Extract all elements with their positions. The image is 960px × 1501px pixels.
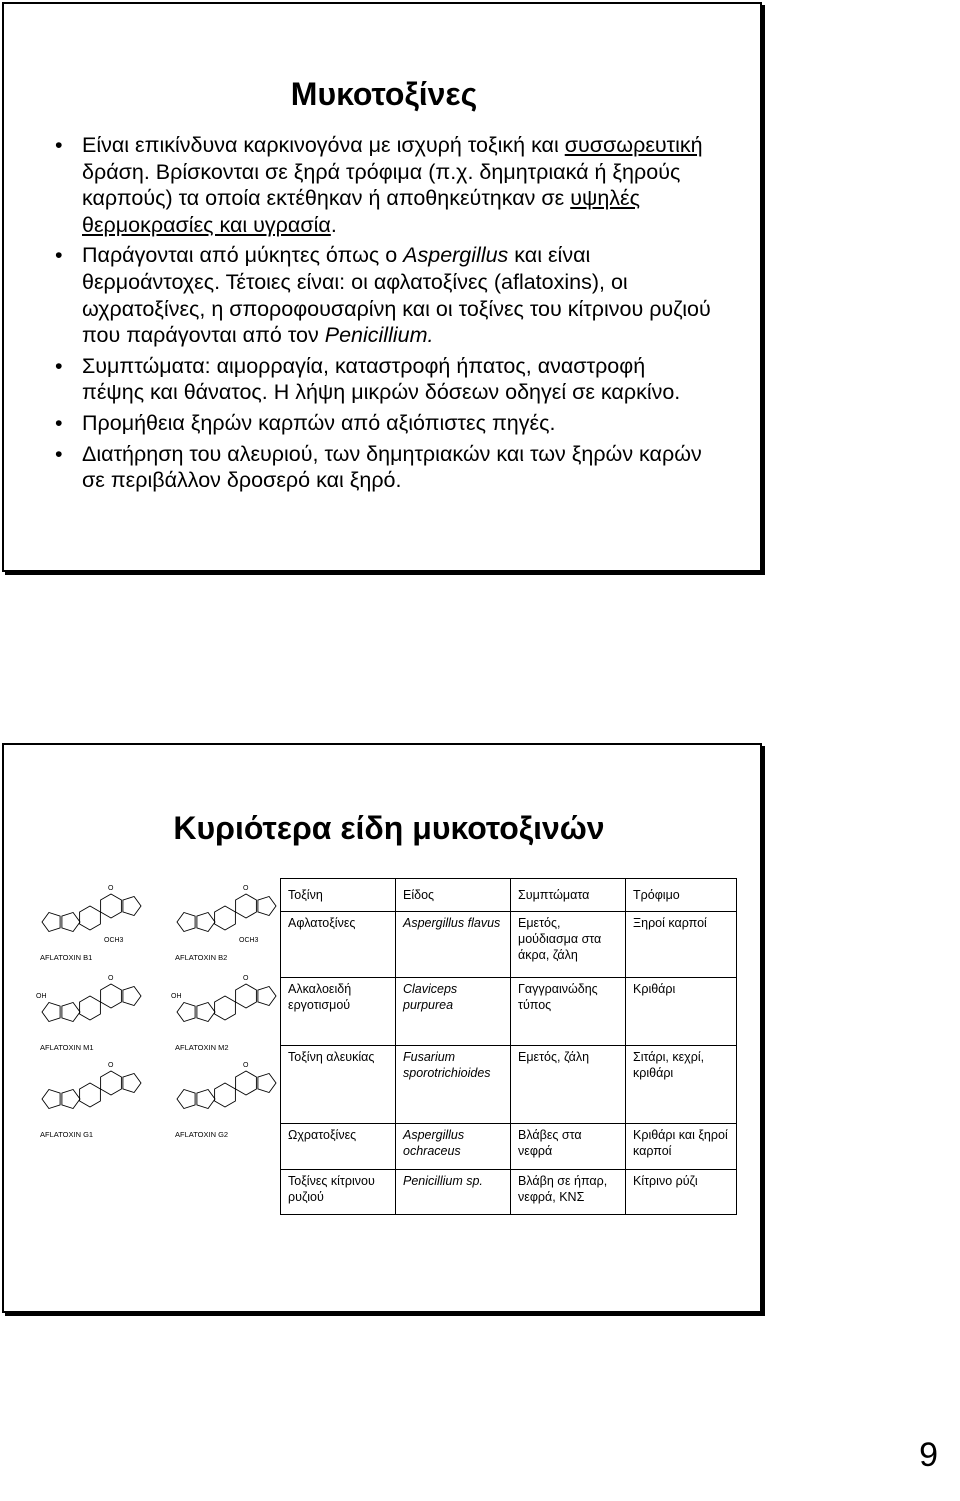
slide-2	[2, 743, 762, 1313]
molecule-diagram	[169, 1057, 294, 1142]
table-cell: Ξηροί καρποί	[626, 912, 737, 978]
molecule-name: AFLATOXIN G1	[40, 1130, 94, 1139]
substituent-label: OCH3	[104, 937, 124, 944]
bullet-text: Διατήρηση του αλευριού, των δημητριακών και των ξηρών καρών σε περιβάλλον δροσερό και ξηρό.	[82, 441, 702, 493]
header-cell: Είδος	[396, 879, 511, 912]
ring-bond	[123, 897, 141, 916]
table-row	[281, 1124, 737, 1170]
oxygen-label: O	[108, 885, 114, 892]
slide-title: Μυκοτοξίνες	[290, 76, 478, 112]
table-cell: Εμετός, μούδιασμα στα άκρα, ζάλη	[511, 912, 626, 978]
ring-bond	[177, 1090, 195, 1109]
table-cell: Fusarium sporotrichioides	[396, 1046, 511, 1124]
molecule-diagram	[169, 970, 294, 1055]
table-row	[281, 978, 737, 1046]
ring-bond	[215, 1083, 236, 1107]
ring-bond	[258, 1074, 276, 1093]
table-cell: Γαγγραινώδης τύπος	[511, 978, 626, 1046]
aflatoxin-structure	[34, 970, 159, 1055]
table-row	[281, 1170, 737, 1215]
ring-bond	[177, 1003, 195, 1022]
bullet-item	[52, 441, 712, 494]
table-cell: Κριθάρι και ξηροί καρποί	[626, 1124, 737, 1170]
header-cell: Συμπτώματα	[511, 879, 626, 912]
bullet-text: Παράγονται από μύκητες όπως ο	[82, 243, 404, 268]
table-cell: Τοξίνες κίτρινου ρυζιού	[281, 1170, 396, 1215]
bullet-item	[52, 353, 712, 406]
oxygen-label: O	[108, 1062, 114, 1069]
bullet-text: Είναι επικίνδυνα καρκινογόνα με ισχυρή τοξική και	[82, 133, 565, 157]
ring-bond	[123, 987, 141, 1006]
table-cell: Κριθάρι	[626, 978, 737, 1046]
bullet-text: δράση. Βρίσκονται σε ξηρά τρόφιμα (π.χ. δημητριακά ή ξηρούς καρπούς) τα οποία εκτέθηκαν ή αποθηκεύτηκαν σε	[82, 159, 681, 211]
table-cell: Βλάβη σε ήπαρ, νεφρά, ΚΝΣ	[511, 1170, 626, 1215]
table-cell: Σιτάρι, κεχρί, κριθάρι	[626, 1046, 737, 1124]
ring-bond	[177, 913, 195, 932]
molecule-diagram	[34, 970, 159, 1055]
table-row	[281, 1046, 737, 1124]
ring-bond	[80, 1083, 101, 1107]
table-cell: Claviceps purpurea	[396, 978, 511, 1046]
table-cell: Ωχρατοξίνες	[281, 1124, 396, 1170]
table-cell: Penicillium sp.	[396, 1170, 511, 1215]
table-row	[281, 912, 737, 978]
ring-bond	[42, 1090, 60, 1109]
oxygen-label: O	[243, 1062, 249, 1069]
aflatoxin-structure	[169, 970, 294, 1055]
bullet-text: συσσωρευτική	[564, 133, 703, 157]
ring-bond	[101, 1071, 122, 1095]
bullet-item	[52, 410, 712, 437]
ring-bond	[123, 1074, 141, 1093]
bullet-text: Aspergillus	[403, 243, 509, 268]
bullet-text: Penicillium.	[324, 323, 434, 348]
bullet-item	[52, 132, 712, 238]
slide-1	[2, 2, 762, 572]
ring-bond	[197, 1003, 215, 1022]
substituent-label: OH	[36, 993, 47, 1000]
header-cell: Τρόφιμο	[626, 879, 737, 912]
ring-bond	[80, 906, 101, 930]
ring-bond	[197, 913, 215, 932]
molecule-name: AFLATOXIN B1	[40, 953, 93, 962]
aflatoxin-structure	[34, 880, 159, 965]
table-cell: Βλάβες στα νεφρά	[511, 1124, 626, 1170]
ring-bond	[62, 1090, 80, 1109]
bullet-text: Προμήθεια ξηρών καρπών από αξιόπιστες πηγές.	[82, 410, 556, 435]
table-header-row	[281, 879, 737, 912]
ring-bond	[197, 1090, 215, 1109]
page-number: 9	[919, 1436, 938, 1474]
molecule-name: AFLATOXIN G2	[175, 1130, 229, 1139]
bullet-list	[52, 132, 712, 498]
molecule-diagram	[169, 880, 294, 965]
table-cell: Αλκαλοειδή εργοτισμού	[281, 978, 396, 1046]
ring-bond	[258, 897, 276, 916]
ring-bond	[101, 984, 122, 1008]
ring-bond	[101, 894, 122, 918]
aflatoxin-structure	[169, 1057, 294, 1142]
ring-bond	[62, 913, 80, 932]
slide-title: Κυριότερα είδη μυκοτοξινών	[173, 810, 605, 846]
table-cell: Κίτρινο ρύζι	[626, 1170, 737, 1215]
molecule-diagram	[34, 1057, 159, 1142]
ring-bond	[236, 894, 257, 918]
molecule-name: AFLATOXIN M1	[40, 1043, 94, 1052]
bullet-text: .	[330, 212, 337, 237]
substituent-label: OH	[171, 993, 182, 1000]
substituent-label: OCH3	[239, 937, 259, 944]
table-cell: Εμετός, ζάλη	[511, 1046, 626, 1124]
oxygen-label: O	[243, 885, 249, 892]
oxygen-label: O	[243, 975, 249, 982]
ring-bond	[236, 984, 257, 1008]
aflatoxin-structure	[169, 880, 294, 965]
ring-bond	[236, 1071, 257, 1095]
table-cell: Aspergillus flavus	[396, 912, 511, 978]
ring-bond	[62, 1003, 80, 1022]
ring-bond	[80, 996, 101, 1020]
ring-bond	[215, 906, 236, 930]
bullet-text: Συμπτώματα: αιμορραγία, καταστροφή ήπατος, αναστροφή πέψης και θάνατος. Η λήψη μικρών δόσεων οδηγεί σε καρκίνο.	[82, 353, 681, 405]
mycotoxin-table	[280, 878, 737, 1215]
header-cell: Τοξίνη	[281, 879, 396, 912]
table-cell: Aspergillus ochraceus	[396, 1124, 511, 1170]
table-cell: Αφλατοξίνες	[281, 912, 396, 978]
bullet-item	[52, 242, 712, 348]
bullet-text: υψηλές θερμοκρασίες και υγρασία	[82, 186, 640, 237]
molecule-name: AFLATOXIN M2	[175, 1043, 229, 1052]
ring-bond	[42, 913, 60, 932]
aflatoxin-structure	[34, 1057, 159, 1142]
ring-bond	[42, 1003, 60, 1022]
table-cell: Τοξίνη αλευκίας	[281, 1046, 396, 1124]
oxygen-label: O	[108, 975, 114, 982]
ring-bond	[258, 987, 276, 1006]
molecule-diagram	[34, 880, 159, 965]
ring-bond	[215, 996, 236, 1020]
bullet-text: και είναι θερμοάντοχες. Τέτοιες είναι: οι αφλατοξίνες (aflatoxins), οι ωχρατοξίνες, η σποροφουσαρίνη και οι τοξίνες του κίτρινου ρυζιού που παράγονται από τον	[82, 243, 711, 348]
molecule-name: AFLATOXIN B2	[175, 953, 228, 962]
